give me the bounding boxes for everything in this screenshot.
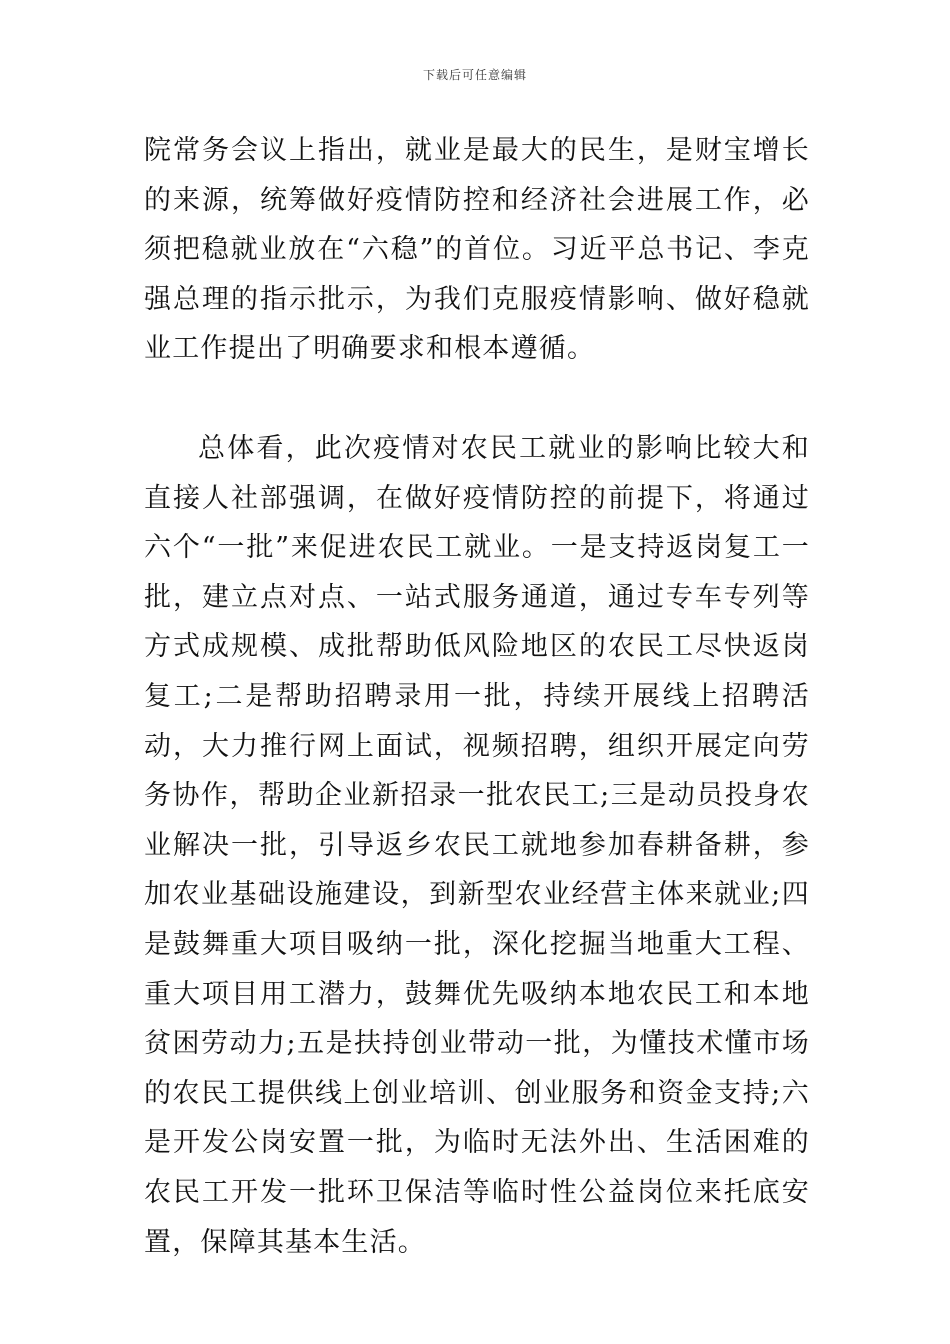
body-paragraph-1: 院常务会议上指出，就业是最大的民生，是财宝增长的来源，统筹做好疫情防控和经济社会进展工作，必须把稳就业放在“六稳”的首位。习近平总书记、李克强总理的指示批示，为我们克服疫情影响、做好稳就业工作提出了明确要求和根本遵循。 <box>144 135 810 365</box>
body-paragraph-2: 总体看，此次疫情对农民工就业的影响比较大和直接人社部强调，在做好疫情防控的前提下，将通过六个“一批”来促进农民工就业。一是支持返岗复工一批，建立点对点、一站式服务通道，通过专车专列等方式成规模、成批帮助低风险地区的农民工尽快返岗复工;二是帮助招聘录用一批，持续开展线上招聘活动，大力推行网上面试，视频招聘，组织开展定向劳务协作，帮助企业新招录一批农民工;三是动员投身农业解决一批，引导返乡农民工就地参加春耕备耕，参加农业基础设施建设，到新型农业经营主体来就业;四是鼓舞重大项目吸纳一批，深化挖掘当地重大工程、重大项目用工潜力，鼓舞优先吸纳本地农民工和本地贫困劳动力;五是扶持创业带动一批，为懂技术懂市场的农民工提供线上创业培训、创业服务和资金支持;六是开发公岗安置一批，为临时无法外出、生活困难的农民工开发一批环卫保洁等临时性公益岗位来托底安置，保障其基本生活。 <box>144 433 810 1258</box>
header-note: 下载后可任意编辑 <box>422 68 527 82</box>
